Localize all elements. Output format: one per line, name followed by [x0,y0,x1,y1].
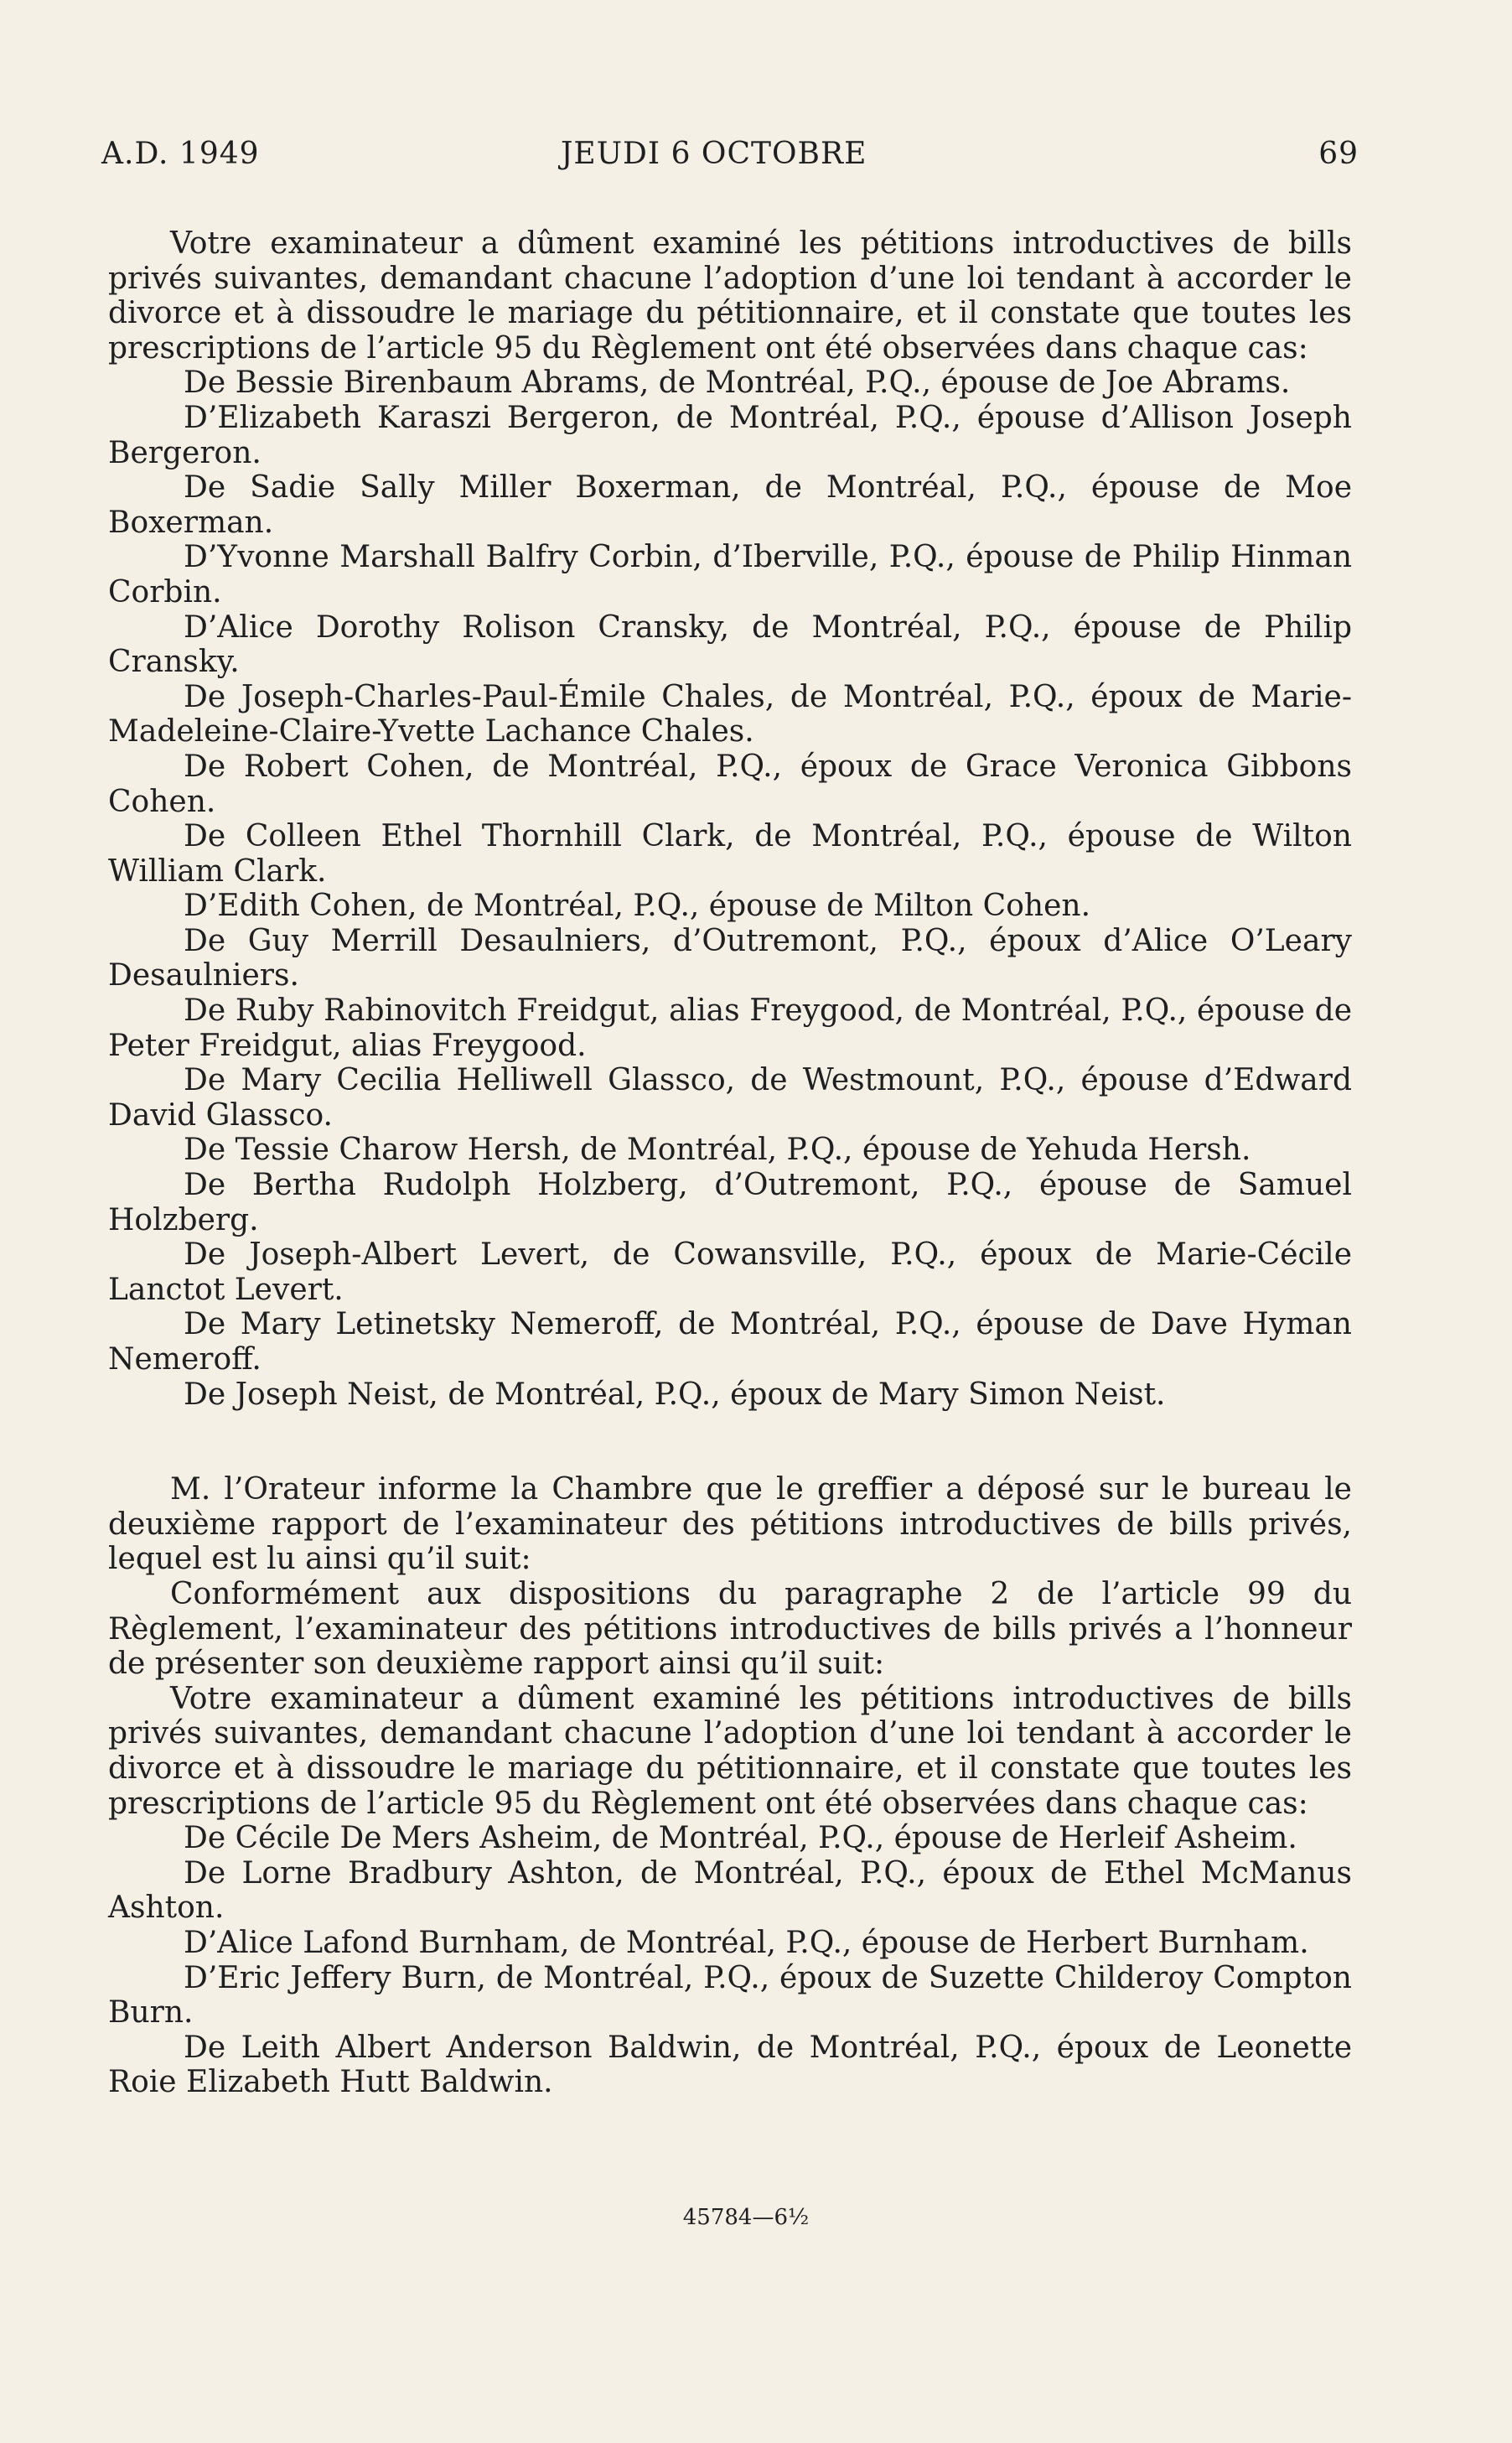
petition-entry: De Tessie Charow Hersh, de Montréal, P.Q., épouse de Yehuda Hersh. [184,1133,1251,1168]
petition-entry: De Cécile De Mers Asheim, de Montréal, P.Q., épouse de Herleif Asheim. [184,1821,1297,1856]
petition-entry: D’Yvonne Marshall Balfry Corbin, d’Iberville, P.Q., épouse de Philip Hinman Corbin. [108,540,1352,609]
report-intro: Conformément aux dispositions du paragraphe 2 de l’article 99 du Règlement, l’examinateur des pétitions introductives de bills privés a l’honneur de présenter son deuxième rapport ainsi qu’il suit: [108,1576,1352,1682]
page-number: 69 [1318,137,1359,171]
petition-entry: De Ruby Rabinovitch Freidgut, alias Freygood, de Montréal, P.Q., épouse de Peter Freidgut, alias Freygood. [108,993,1352,1063]
petition-entry: De Colleen Ethel Thornhill Clark, de Montréal, P.Q., épouse de Wilton William Clark. [108,819,1352,889]
petition-entry: De Bessie Birenbaum Abrams, de Montréal, P.Q., épouse de Joe Abrams. [184,366,1291,401]
printer-signature [0,2205,1512,2230]
petition-entry: De Joseph Neist, de Montréal, P.Q., époux de Mary Simon Neist. [184,1377,1166,1412]
speaker-announcement: M. l’Orateur informe la Chambre que le greffier a déposé sur le bureau le deuxième rapport de l’examinateur des pétitions introductives de bills privés, lequel est lu ainsi qu’il suit: [108,1472,1352,1577]
petition-entry: De Bertha Rudolph Holzberg, d’Outremont, P.Q., épouse de Samuel Holzberg. [108,1168,1352,1237]
section2-intro: Votre examinateur a dûment examiné les pétitions introductives de bills privés suivantes, demandant chacune l’adoption d’une loi tendant à accorder le divorce et à dissoudre le mariage du pétitionnaire, et il constate que toutes les prescriptions de l’article 95 du Règlement ont été observées dans chaque cas: [108,1681,1352,1821]
page-body [108,226,1352,2100]
section-gap [108,1412,1352,1472]
petition-entry: D’Edith Cohen, de Montréal, P.Q., épouse de Milton Cohen. [184,889,1091,924]
petition-entry: D’Elizabeth Karaszi Bergeron, de Montréal, P.Q., épouse d’Allison Joseph Bergeron. [108,400,1352,470]
petition-entry: De Joseph-Albert Levert, de Cowansville, P.Q., époux de Marie-Cécile Lanctot Levert. [108,1237,1352,1307]
header-year: A.D. 1949 [101,137,260,171]
petition-entry: D’Alice Lafond Burnham, de Montréal, P.Q., épouse de Herbert Burnham. [184,1925,1309,1960]
petition-entry: D’Alice Dorothy Rolison Cransky, de Montréal, P.Q., épouse de Philip Cransky. [108,609,1352,680]
petition-entry: D’Eric Jeffery Burn, de Montréal, P.Q., époux de Suzette Childeroy Compton Burn. [108,1960,1352,2031]
header-date: JEUDI 6 OCTOBRE [561,137,867,171]
petition-entry: De Sadie Sally Miller Boxerman, de Montréal, P.Q., épouse de Moe Boxerman. [108,470,1352,540]
petition-entry: De Mary Letinetsky Nemeroff, de Montréal, P.Q., épouse de Dave Hyman Nemeroff. [108,1307,1352,1377]
petition-entry: De Lorne Bradbury Ashton, de Montréal, P.Q., époux de Ethel McManus Ashton. [108,1855,1352,1926]
footer-code: 45784—6½ [682,2205,810,2230]
petition-entry: De Leith Albert Anderson Baldwin, de Montréal, P.Q., époux de Leonette Roie Elizabeth Hutt Baldwin. [108,2030,1352,2100]
petition-entry: De Robert Cohen, de Montréal, P.Q., époux de Grace Veronica Gibbons Cohen. [108,749,1352,819]
section1-intro: Votre examinateur a dûment examiné les pétitions introductives de bills privés suivantes, demandant chacune l’adoption d’une loi tendant à accorder le divorce et à dissoudre le mariage du pétitionnaire, et il constate que toutes les prescriptions de l’article 95 du Règlement ont été observées dans chaque cas: [108,226,1352,366]
petition-entry: De Guy Merrill Desaulniers, d’Outremont, P.Q., époux d’Alice O’Leary Desaulniers. [108,923,1352,993]
petition-entry: De Joseph-Charles-Paul-Émile Chales, de Montréal, P.Q., époux de Marie-Madeleine-Claire-Yvette Lachance Chales. [108,679,1352,749]
running-header [101,137,1359,179]
petition-entry: De Mary Cecilia Helliwell Glassco, de Westmount, P.Q., épouse d’Edward David Glassco. [108,1063,1352,1133]
